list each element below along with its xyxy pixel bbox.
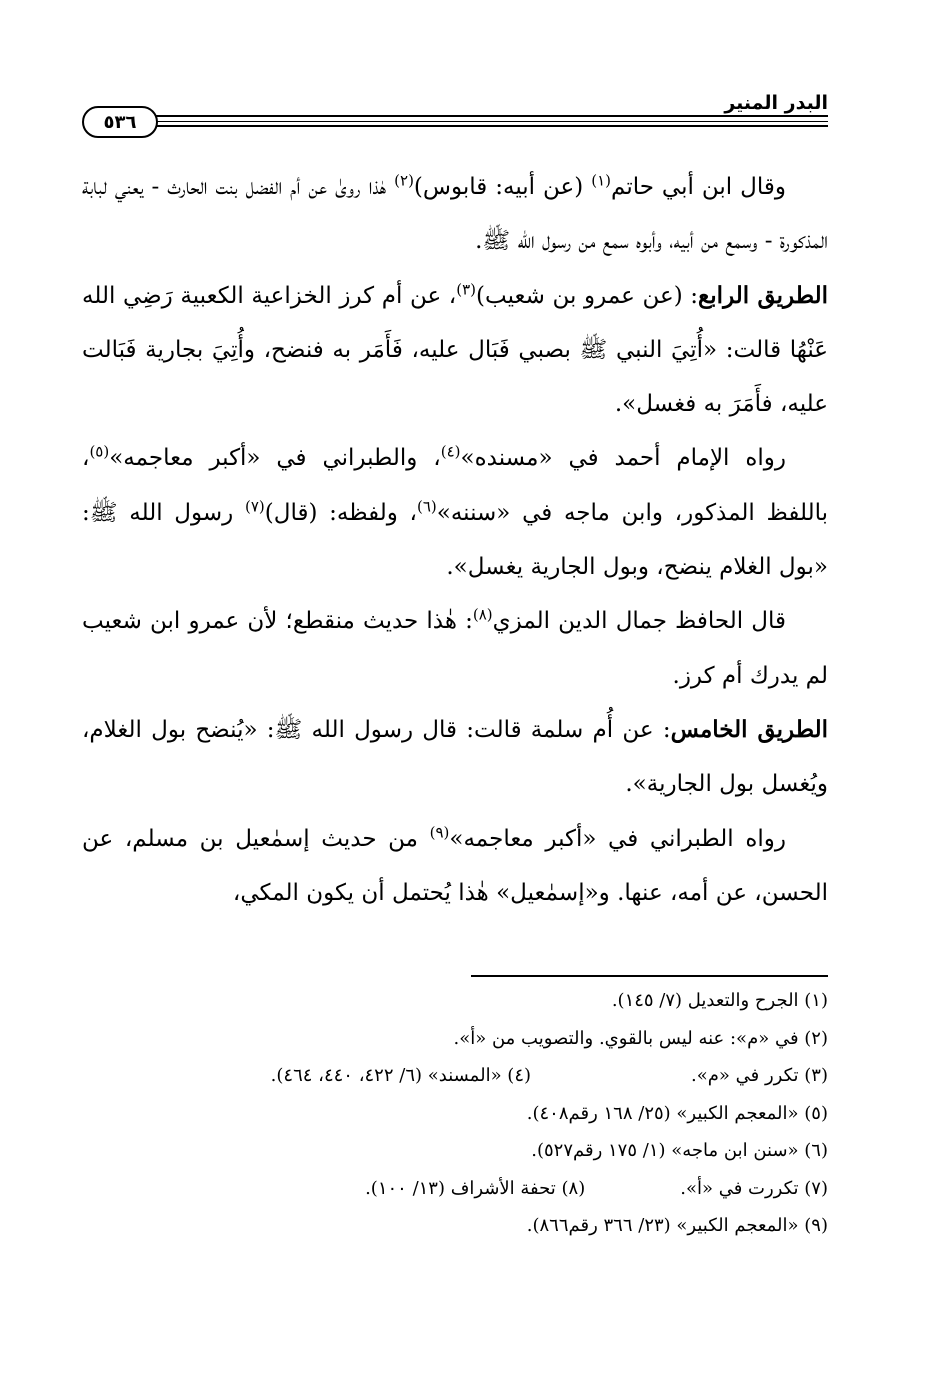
footnote-line (112, 982, 828, 1020)
header-rule (137, 115, 828, 117)
header-rule (137, 125, 828, 127)
footnote-line (112, 1170, 828, 1208)
footnote: (١) الجرح والتعديل (٧/ ١٤٥). (611, 990, 828, 1011)
footnote: (٨) تحفة الأشراف (١٣/ ١٠٠). (365, 1177, 586, 1199)
footnote: (٦) «سنن ابن ماجه» (١/ ١٧٥ رقم٥٢٧). (531, 1140, 828, 1161)
section-heading: الطريق الرابع (698, 281, 829, 309)
paragraph: وقال ابن أبي حاتم$^{(١)}$ (عن أبيه: قابوس)$^{(٢)}$ هٰذا روىٰ عن أم الفضل بنت الحارث - يعني لبابة المذكورة - وسمع من أبيه، وأبوه سمع من رسول الله ﷺ. (82, 171, 828, 255)
footnote: (٤) «المسند» (٦/ ٤٢٢، ٤٤٠، ٤٦٤). (270, 1065, 532, 1086)
footnote-line (112, 1207, 828, 1245)
paragraph: الطريق الخامس: عن أُم سلمة قالت: قال رسول الله ﷺ: «يُنضح بول الغلام، ويُغسل بول الجارية». (82, 715, 828, 798)
paragraph: رواه الإمام أحمد في «مسنده»$^{(٤)}$، والطبراني في «أكبر معاجمه»$^{(٥)}$، باللفظ المذكور، وابن ماجه في «سننه»$^{(٦)}$، ولفظه: (قال)$^{(٧)}$ رسول الله ﷺ: «بول الغلام ينضح، وبول الجارية يغسل». (82, 442, 828, 581)
footnote-ref: (٣) (456, 279, 477, 298)
footnote: (٥) «المعجم الكبير» (٢٥/ ١٦٨ رقم٤٠٨). (526, 1102, 828, 1124)
footnote: (٣) تكرر في «م». (691, 1065, 828, 1086)
main-text (82, 160, 828, 920)
footnote: (٩) «المعجم الكبير» (٢٣/ ٣٦٦ رقم٨٦٦). (526, 1215, 828, 1236)
footnote: (٢) في «م»: عنه ليس بالقوي. والتصويب من «أ». (453, 1027, 828, 1049)
paragraph: رواه الطبراني في «أكبر معاجمه»$^{(٩)}$ من حديث إسمٰعيل بن مسلم، عن الحسن، عن أمه، عنها. و«إسمٰعيل» هٰذا يُحتمل أن يكون المكي، (82, 822, 828, 906)
section-heading: الطريق الخامس (670, 715, 828, 743)
footnote-ref: (٨) (472, 605, 493, 624)
paragraph: الطريق الرابع: (عن عمرو بن شعيب)$^{(٣)}$، عن أم كرز الخزاعية الكعبية رَضِي الله عَنْهُا قالت: «أُتِيَ النبي ﷺ بصبي فَبَال عليه، فَأَمَر به فنضح، وأُتِيَ بجارية فَبَالت عليه، فأَمَرَ به فغسل». (82, 279, 829, 418)
footnote-ref: (١) (591, 171, 612, 190)
page-number-badge (82, 106, 158, 138)
book-title: البدر المنير (724, 92, 828, 114)
footnote-line (112, 1095, 828, 1133)
footnotes (112, 982, 828, 1245)
paragraph: قال الحافظ جمال الدين المزي$^{(٨)}$: هٰذا حديث منقطع؛ لأن عمرو ابن شعيب لم يدرك أم كرز. (82, 605, 828, 689)
footnote-ref: (٩) (429, 822, 450, 841)
footnote-ref: (٦) (416, 497, 437, 516)
footnote-ref: (٢) (394, 171, 414, 190)
footnote-ref: (٤) (440, 442, 461, 461)
footnote: (٧) تكررت في «أ». (680, 1177, 828, 1199)
header-rule (137, 121, 828, 122)
page-number: ٥٣٦ (103, 111, 137, 133)
page-header (82, 92, 828, 136)
footnote-ref: (٧) (244, 497, 265, 516)
footnote-separator (471, 975, 828, 977)
footnote-ref: (٥) (89, 442, 110, 461)
footnote-line (112, 1132, 828, 1170)
footnote-line (112, 1057, 828, 1095)
footnote-line (112, 1020, 828, 1058)
